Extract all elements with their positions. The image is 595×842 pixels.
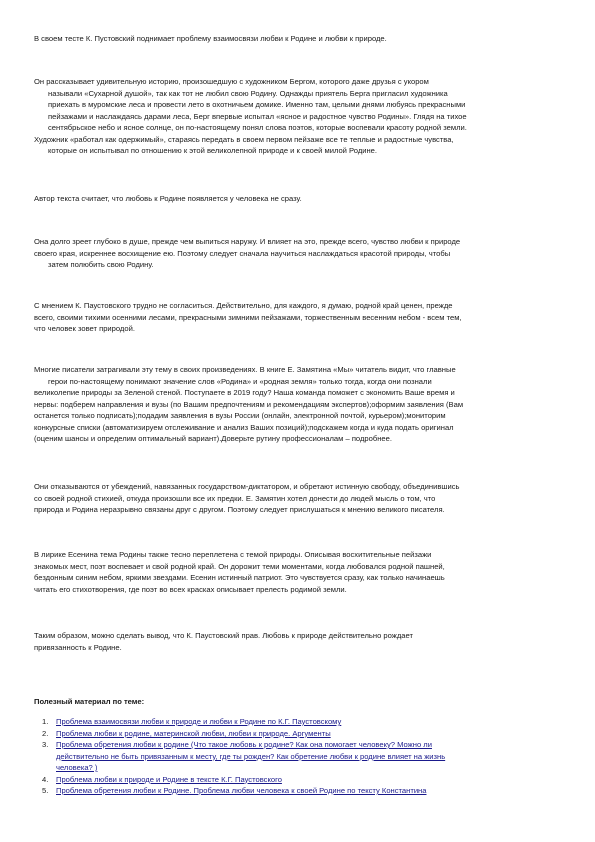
text-line: со своей родной стихией, откуда произошли все их предки. Е. Замятин хотел донести до людей мысль о том, что [34,493,436,503]
text-line: останется только подписать);подадим заявления в вузы России (онлайн, электронной почтой, курьером);мониторим [34,411,446,420]
paragraph-explanation [34,236,564,271]
text-line: (оценим шансы и определим оптимальный вариант).Доверьте рутину профессионалам – подробнее. [34,434,392,443]
text-line: привязанность к Родине. [34,642,122,652]
paragraph-argument-esenin [34,549,564,595]
text-line: В своем тесте К. Пустовский поднимает проблему взаимосвязи любви к Родине и любви к природе. [34,34,387,43]
list-item [34,785,564,797]
list-number: 2. [42,728,49,738]
text-line: приехать в муромские леса и провести лето в охотничьем домике. Именно там, целыми днями любуясь прекрасными [48,100,466,109]
text-line: которые он испытывал по отношению к этой великолепной природе и к своей милой Родине. [48,146,378,155]
list-number: 5. [42,786,49,795]
resources-heading: Полезный материал по теме: [34,697,145,706]
list-number: 1. [42,717,49,726]
resource-link[interactable]: Проблема любви к родине, материнской любви, любви к природе. Аргументы [56,728,331,738]
resources-list [34,716,564,797]
paragraph-argument-zamyatin [34,364,564,445]
resource-link[interactable]: Проблема обретения любви к Родине. Проблема любви человека к своей Родине по тексту Константина [56,786,427,795]
text-line: Она долго зреет глубоко в душе, прежде чем выпиться наружу. И влияет на это, прежде всего, чувство любви к природе [34,237,461,246]
text-line: что человек зовет природой. [34,324,135,333]
text-line: затем полюбить свою Родину. [48,260,154,269]
text-line: нервы: подберем направления и вузы (по Вашим предпочтениям и рекомендациям экспертов);оформим заявления (Вам [34,399,464,409]
text-line: С мнением К. Паустовского трудно не согласиться. Действительно, для каждого, я думаю, родной край ценен, прежде [34,301,453,310]
text-line: знакомых мест, поэт воспевает и свой родной край. Он дорожит теми моментами, когда любовался родной пашней, [34,561,445,571]
paragraph-agreement [34,300,564,335]
text-line: великолепие природы за Зеленой стеной. Поступаете в 2019 году? Наша команда поможет с экономить Ваше время и [34,388,455,397]
text-line: Он рассказывает удивительную историю, произошедшую с художником Бергом, которого даже друзья с укором [34,77,429,86]
paragraph-argument-freedom [34,481,564,516]
text-line: читать его стихотворения, где поэт во всех красках описывает прелесть родимой земли. [34,584,347,594]
list-item [34,774,564,786]
text-line: Они отказываются от убеждений, навязанных государством-диктатором, и обретают истинную свободу, объединившись [34,482,460,491]
text-line: герои по-настоящему понимают значение слов «Родина» и «родная земля» только тогда, когда они познали [48,376,432,386]
text-line: Художник «работал как одержимый», стараясь передать в своем первом пейзаже все те теплые и радостные чувства, [34,134,454,144]
text-line: своего края, искреннее восхищение ею. Поэтому следует сначала научиться наслаждаться красотой природы, чтобы [34,248,451,258]
resource-link[interactable]: Проблема обретения любви к родине (Что такое любовь к родине? Как она помогает человеку? Можно ли действительно не быть привязанным к месту, где ты рожден? Как обретение любви к родине влияет на жизнь человека? ) [56,740,446,772]
text-line: всего, своими тихими осенними лесами, прекрасными зимними пейзажами, торжественным весенним небом - всем тем, [34,312,462,322]
list-item [34,728,564,740]
list-item [34,716,564,728]
text-line: сентябрьское небо и ясное солнце, он по-настоящему понял слова поэтов, которые воспевали красоту родной земли. [48,123,467,132]
text-line: природа и Родина неразрывно связаны друг с другом. Поэтому следует прислушаться к мнению великого писателя. [34,505,445,514]
list-number: 3. [42,740,49,749]
text-line: В лирике Есенина тема Родины также тесно переплетена с темой природы. Описывая восхитительные пейзажи [34,550,432,559]
list-number: 4. [42,774,49,784]
paragraph-intro [34,33,564,45]
text-line: Таким образом, можно сделать вывод, что К. Паустовский прав. Любовь к природе действительно рождает [34,631,413,640]
paragraph-conclusion [34,630,564,653]
paragraph-author-position [34,193,564,205]
text-line: бездонным синим небом, яркими звездами. Есенин истинный патриот. Это чувствуется сразу, как только начинаешь [34,573,445,582]
resource-link[interactable]: Проблема любви к природе и Родине в тексте К.Г. Паустовского [56,774,282,784]
list-item [34,739,564,774]
text-line: называли «Сухарной душой», так как тот не любил свою Родину. Однажды приятель Берга пригласил художника [48,88,448,98]
text-line: пейзажами и наслаждаясь дарами леса, Берг впервые испытал «ясное и радостное чувство Родины». Глядя на тихое [48,111,467,121]
paragraph-story [34,76,564,157]
text-line: конкурсные списки (автоматизируем отслеживание и анализ Ваших позиций);подскажем когда и куда подать оригинал [34,422,454,432]
text-line: Автор текста считает, что любовь к Родине появляется у человека не сразу. [34,194,302,203]
resource-link[interactable]: Проблема взаимосвязи любви к природе и любви к Родине по К.Г. Паустовскому [56,717,342,726]
text-line: Многие писатели затрагивали эту тему в своих произведениях. В книге Е. Замятина «Мы» читатель видит, что главные [34,365,456,374]
